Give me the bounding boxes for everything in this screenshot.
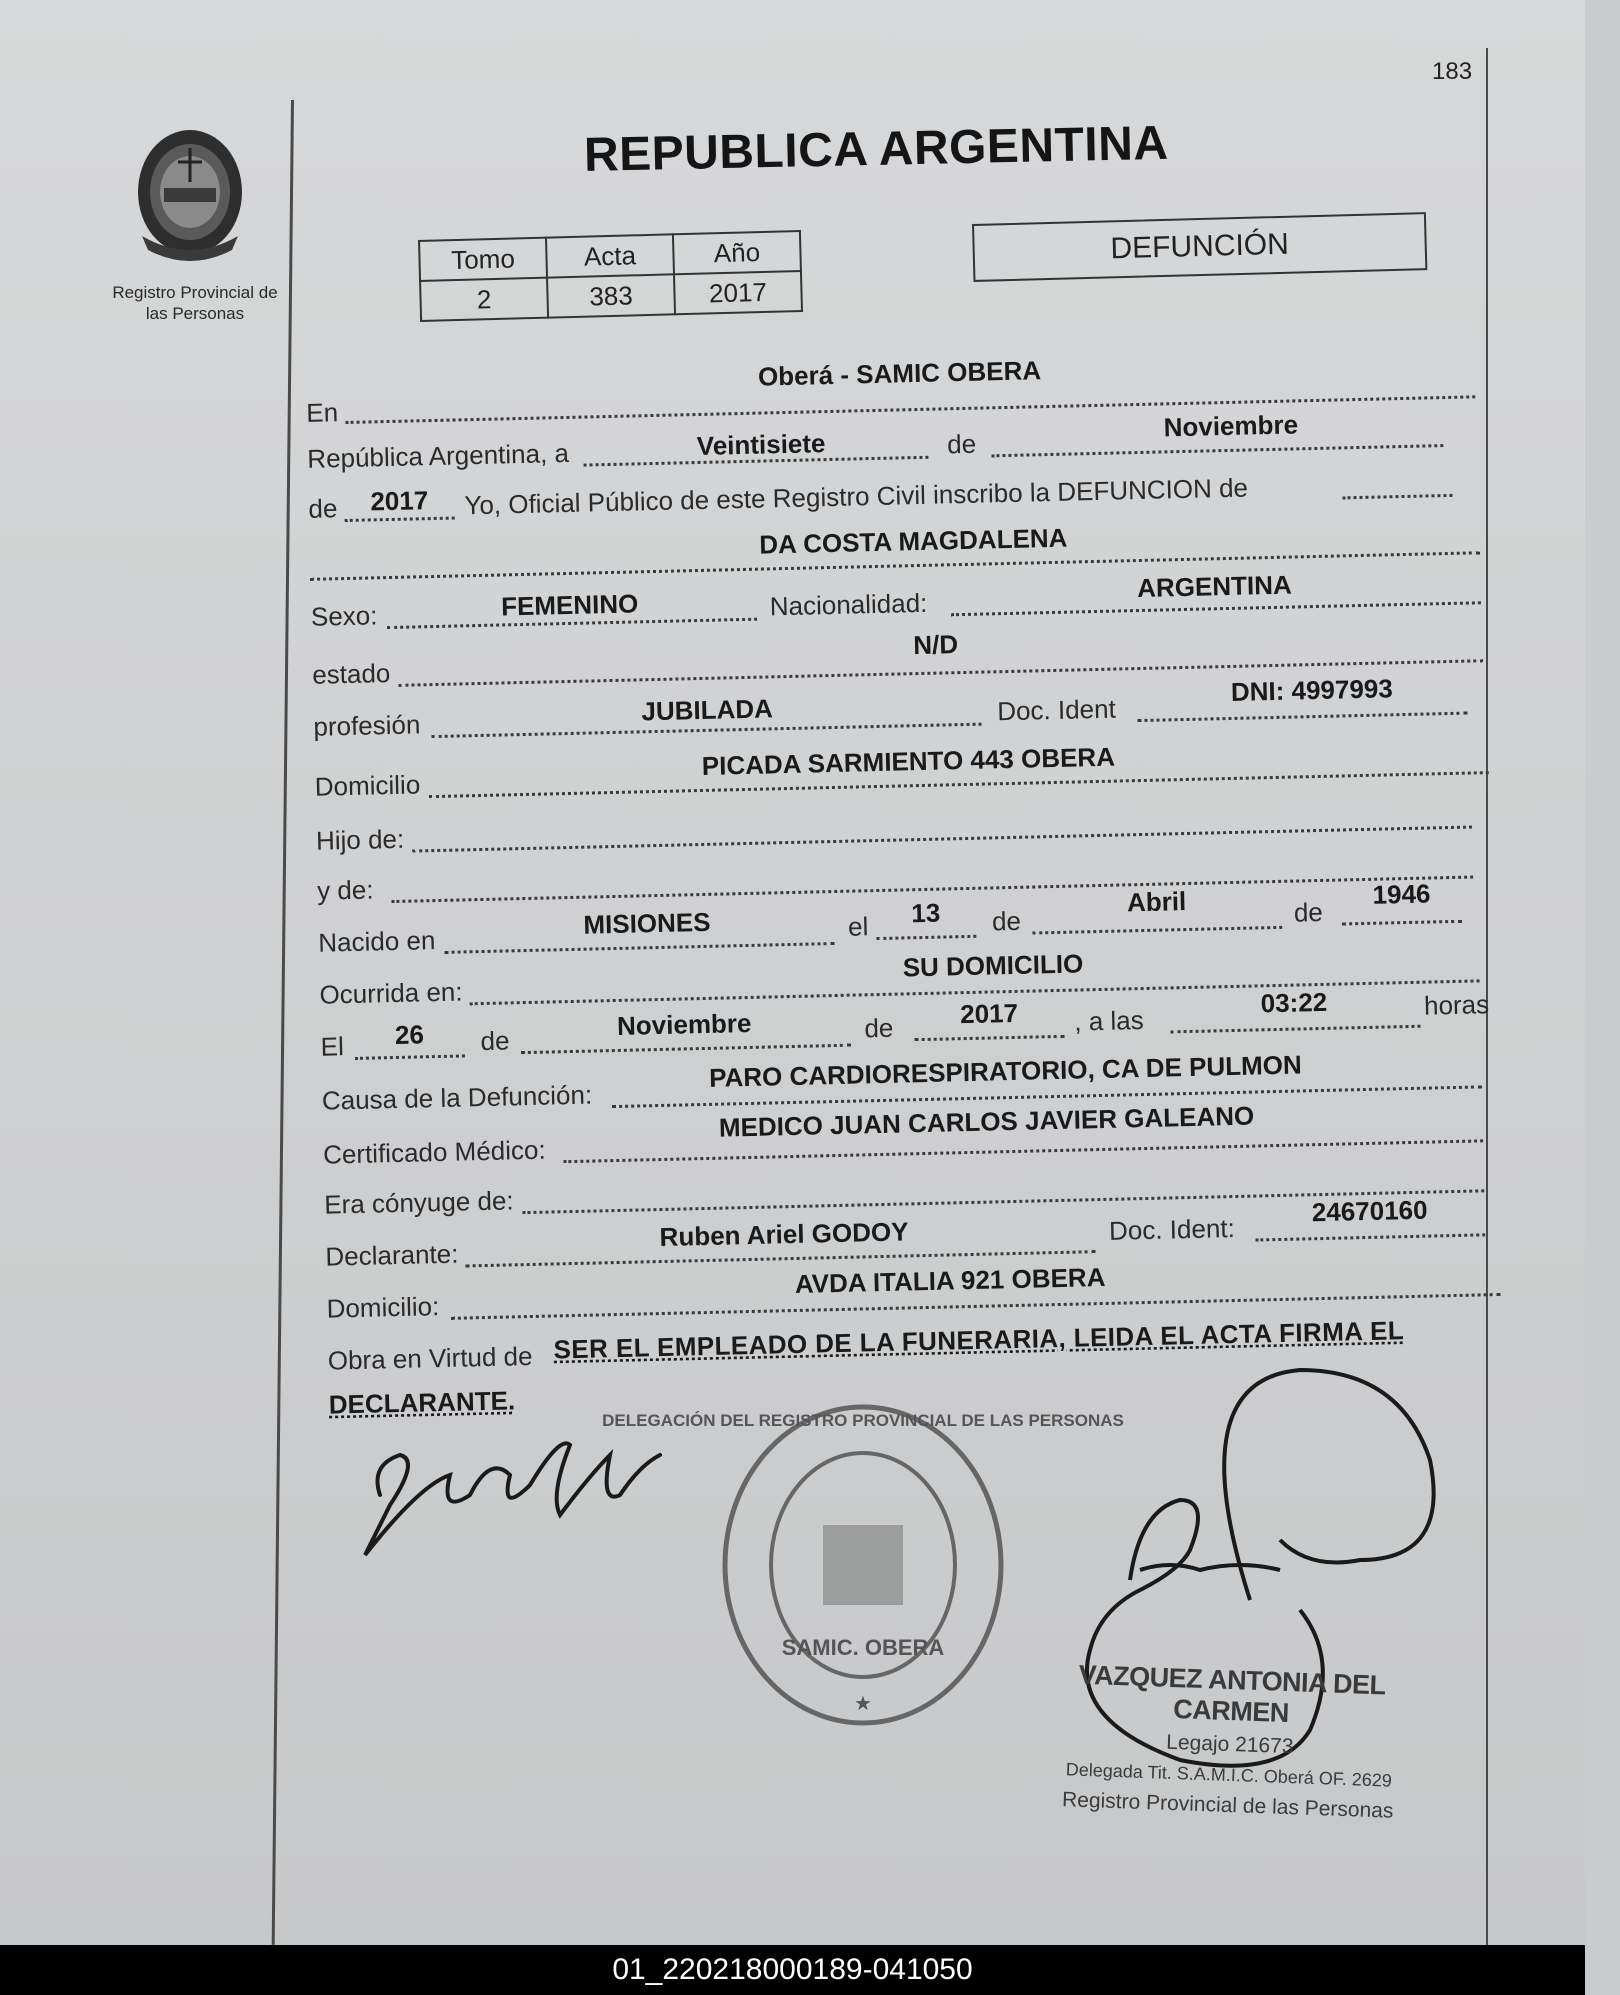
obra-value-line2: DECLARANTE. — [328, 1385, 516, 1420]
death-month-value: Noviembre — [616, 1007, 752, 1041]
dotted-line — [1342, 920, 1462, 926]
declarante-value: Ruben Ariel GODOY — [659, 1216, 909, 1253]
inscription-text: Yo, Oficial Público de este Registro Civil inscribo la DEFUNCION de — [464, 472, 1249, 521]
de-label: de — [864, 1012, 894, 1044]
death-year-value: 2017 — [959, 997, 1019, 1030]
dotted-line — [412, 826, 1472, 853]
place-value: Oberá - SAMIC OBERA — [757, 355, 1042, 392]
sexo-label: Sexo: — [310, 600, 378, 632]
domicilio-label: Domicilio: — [326, 1291, 440, 1324]
anio-header: Año — [673, 231, 801, 274]
domicilio-value: PICADA SARMIENTO 443 OBERA — [701, 741, 1116, 781]
death-time-value: 03:22 — [1260, 986, 1328, 1019]
tomo-header: Tomo — [419, 238, 547, 281]
de-label: de — [480, 1025, 510, 1057]
page-number: 183 — [1432, 58, 1473, 85]
declarante-domicilio-value: AVDA ITALIA 921 OBERA — [794, 1261, 1106, 1299]
domicilio-label: Domicilio — [314, 769, 421, 802]
acta-header: Acta — [546, 234, 674, 277]
declarante-label: Declarante: — [325, 1238, 459, 1272]
horas-label: horas — [1423, 989, 1490, 1021]
dotted-line — [876, 935, 976, 940]
doc-ident-label: Doc. Ident — [996, 693, 1117, 727]
official-stamp — [1037, 1658, 1422, 1824]
birth-month-value: Abril — [1126, 886, 1187, 918]
seal-outer-text: DELEGACIÓN DEL REGISTRO PROVINCIAL DE LAS PERSONAS — [602, 1411, 1124, 1430]
doc-ident-value: DNI: 4997993 — [1230, 673, 1394, 707]
official-name: VAZQUEZ ANTONIA DEL CARMEN — [1078, 1659, 1387, 1729]
registry-label-line2: las Personas — [145, 304, 245, 323]
declarant-signature — [360, 1415, 680, 1575]
hijo-label: Hijo de: — [315, 823, 405, 856]
de-label: de — [991, 905, 1022, 937]
birth-year-value: 1946 — [1372, 878, 1431, 910]
certificado-value: MEDICO JUAN CARLOS JAVIER GALEANO — [718, 1100, 1255, 1143]
year-value: 2017 — [370, 485, 429, 517]
page-title: REPUBLICA ARGENTINA — [583, 116, 1170, 182]
seal-inner-text: SAMIC. OBERA — [781, 1635, 945, 1660]
a-las-label: , a las — [1073, 1005, 1144, 1037]
registry-label-line1: Registro Provincial de — [112, 283, 278, 302]
dotted-line — [1171, 1025, 1421, 1034]
certificado-label: Certificado Médico: — [322, 1134, 546, 1170]
dotted-line — [521, 1044, 851, 1054]
birth-day-value: 13 — [910, 897, 941, 929]
dotted-line — [355, 1054, 465, 1059]
el-label: el — [847, 911, 869, 942]
anio-value: 2017 — [674, 271, 802, 314]
profesion-value: JUBILADA — [641, 693, 774, 727]
seal-star-icon: ★ — [854, 1693, 872, 1715]
profesion-label: profesión — [313, 709, 421, 742]
official-role: Delegada Tit. S.A.M.I.C. Oberá OF. 2629 — [1065, 1759, 1393, 1791]
dotted-line — [1032, 926, 1282, 935]
ocurrida-label: Ocurrida en: — [319, 976, 463, 1010]
official-registry: Registro Provincial de las Personas — [1061, 1788, 1394, 1823]
causa-value: PARO CARDIORESPIRATORIO, CA DE PULMON — [708, 1049, 1303, 1093]
dotted-line — [1342, 494, 1452, 499]
de-label: de — [1293, 896, 1324, 928]
nacido-label: Nacido en — [317, 925, 436, 958]
de-label: de — [946, 428, 977, 460]
estado-label: estado — [311, 658, 391, 690]
dotted-line — [445, 942, 835, 954]
death-day-value: 26 — [394, 1019, 425, 1051]
declarante-doc-value: 24670160 — [1311, 1194, 1428, 1228]
acta-value: 383 — [547, 274, 675, 317]
el-label: El — [320, 1031, 345, 1062]
dotted-line — [1255, 1233, 1485, 1241]
dotted-line — [991, 444, 1443, 457]
doc-ident-label: Doc. Ident: — [1108, 1213, 1236, 1246]
registry-seal — [602, 1400, 1124, 1730]
conyuge-label: Era cónyuge de: — [323, 1185, 514, 1220]
image-id-footer: 01_220218000189-041050 — [0, 1945, 1585, 1995]
record-type-box: DEFUNCIÓN — [972, 212, 1427, 282]
day-written-value: Veintisiete — [696, 428, 826, 462]
deceased-name-value: DA COSTA MAGDALENA — [758, 522, 1068, 560]
dotted-line — [1137, 712, 1467, 722]
ocurrida-value: SU DOMICILIO — [902, 948, 1084, 983]
nacionalidad-label: Nacionalidad: — [769, 587, 928, 622]
obra-value-line1: SER EL EMPLEADO DE LA FUNERARIA, LEIDA EL ACTA FIRMA EL — [553, 1315, 1405, 1365]
republica-label: República Argentina, a — [306, 437, 570, 474]
nacionalidad-value: ARGENTINA — [1136, 569, 1293, 604]
de-label: de — [308, 493, 338, 524]
en-label: En — [305, 397, 339, 428]
causa-label: Causa de la Defunción: — [321, 1079, 593, 1116]
sexo-value: FEMENINO — [500, 588, 639, 622]
obra-label: Obra en Virtud de — [327, 1340, 533, 1376]
tomo-value: 2 — [420, 278, 548, 321]
dotted-line — [915, 1035, 1065, 1041]
month-written-value: Noviembre — [1163, 409, 1299, 443]
nacido-value: MISIONES — [583, 906, 711, 940]
official-legajo: Legajo 21673 — [1165, 1730, 1294, 1759]
y-de-label: y de: — [316, 874, 374, 906]
estado-value: N/D — [912, 629, 959, 661]
